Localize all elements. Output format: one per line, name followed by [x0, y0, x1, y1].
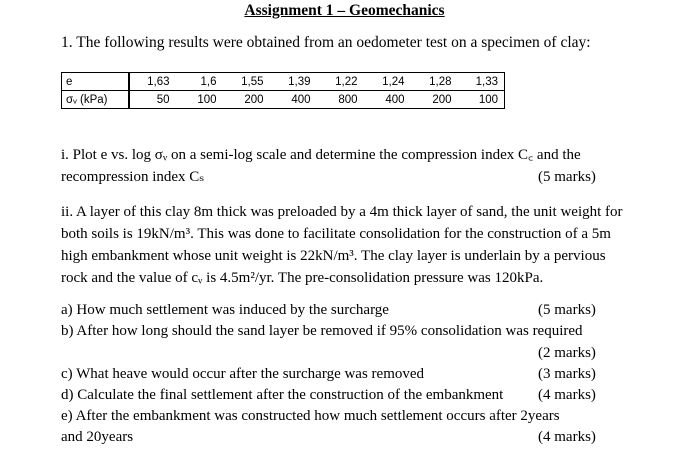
part-i-marks: (5 marks) — [538, 169, 596, 185]
table-cell-stress: 100 — [458, 91, 505, 109]
part-ii-line-2: both soils is 19kN/m³. This was done to facilitate consolidation for the construction of a 5m — [61, 226, 611, 242]
sub-question-a: a) How much settlement was induced by the surcharge — [61, 302, 389, 318]
table-cell-e: 1,39 — [270, 73, 317, 91]
table-cell-e: 1,63 — [129, 73, 176, 91]
sub-question-c-marks: (3 marks) — [538, 366, 596, 382]
table-cell-e: 1,22 — [317, 73, 364, 91]
sub-question-c: c) What heave would occur after the surcharge was removed — [61, 366, 425, 382]
oedometer-data-table — [61, 72, 505, 109]
table-cell-stress: 200 — [223, 91, 270, 109]
table-cell-stress: 100 — [176, 91, 223, 109]
table-cell-e: 1,28 — [411, 73, 458, 91]
sub-question-e-line-2: and 20years — [61, 429, 134, 445]
table-cell-e: 1,6 — [176, 73, 223, 91]
sub-question-e-marks: (4 marks) — [538, 429, 596, 445]
part-ii-line-3: high embankment whose unit weight is 22kN/m³. The clay layer is underlain by a pervious — [61, 248, 606, 264]
table-cell-e: 1,24 — [364, 73, 411, 91]
page-title: Assignment 1 – Geomechanics — [244, 2, 445, 19]
sub-question-d: d) Calculate the final settlement after the construction of the embankment — [61, 387, 504, 403]
part-ii-line-1: ii. A layer of this clay 8m thick was preloaded by a 4m thick layer of sand, the unit weight for — [61, 204, 623, 220]
table-row-void-ratio — [62, 73, 505, 91]
row-label-void-ratio: e — [62, 73, 129, 91]
sub-question-e-line-1: e) After the embankment was constructed how much settlement occurs after 2years — [61, 408, 560, 424]
part-i-line-2: recompression index Cₛ — [61, 169, 205, 185]
table-cell-stress: 800 — [317, 91, 364, 109]
table-row-stress — [62, 91, 505, 109]
table-cell-stress: 200 — [411, 91, 458, 109]
table-cell-stress: 50 — [129, 91, 176, 109]
table-cell-e: 1,33 — [458, 73, 505, 91]
sub-question-d-marks: (4 marks) — [538, 387, 596, 403]
table-cell-stress: 400 — [270, 91, 317, 109]
row-label-stress: σᵥ (kPa) — [62, 91, 129, 109]
sub-question-b-marks: (2 marks) — [538, 345, 596, 361]
question-1-text: 1. The following results were obtained from an oedometer test on a specimen of clay: — [61, 34, 591, 51]
sub-question-a-marks: (5 marks) — [538, 302, 596, 318]
part-i-line-1: i. Plot e vs. log σᵥ on a semi-log scale and determine the compression index C꜀ and the — [61, 147, 581, 163]
table-cell-stress: 400 — [364, 91, 411, 109]
part-ii-line-4: rock and the value of cᵥ is 4.5m²/yr. The pre-consolidation pressure was 120kPa. — [61, 270, 544, 286]
sub-question-b: b) After how long should the sand layer be removed if 95% consolidation was required — [61, 323, 583, 339]
table-cell-e: 1,55 — [223, 73, 270, 91]
